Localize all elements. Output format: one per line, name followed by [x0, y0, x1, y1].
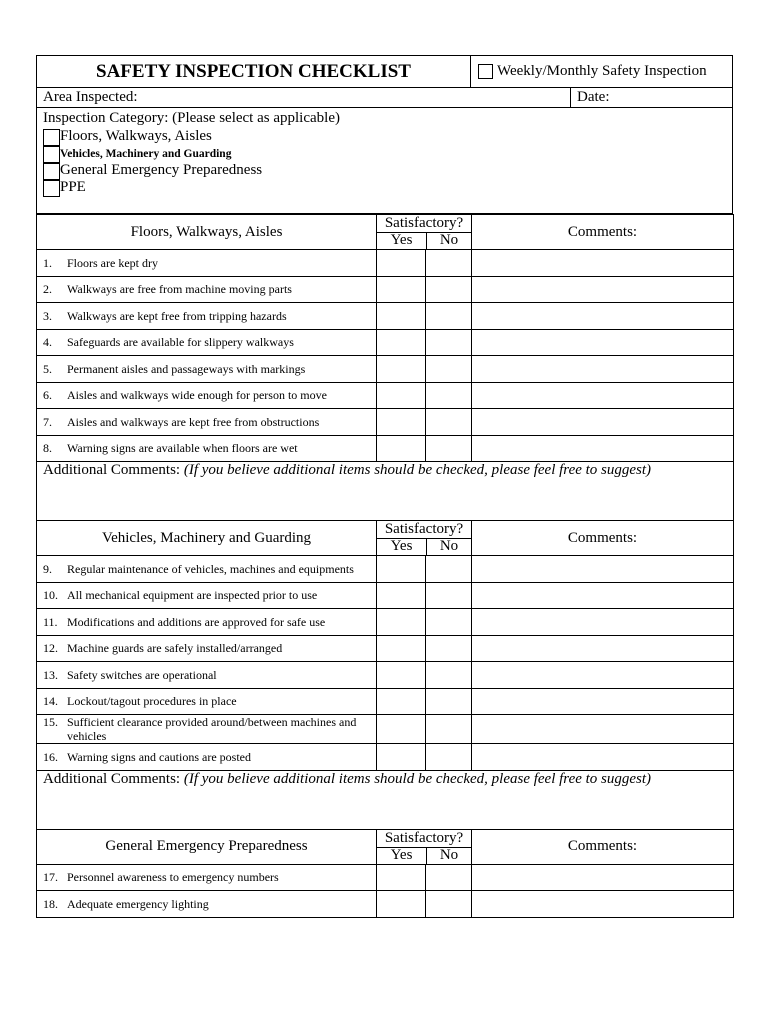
comments-header: Comments:: [472, 829, 734, 864]
item-text: Aisles and walkways wide enough for person to move: [67, 388, 327, 403]
item-number: 16.: [43, 749, 58, 764]
item-number: 1.: [43, 255, 52, 270]
comment-input-cell[interactable]: [472, 276, 734, 303]
inspection-type-label: Weekly/Monthly Safety Inspection: [497, 63, 707, 79]
yes-label: Yes: [377, 233, 427, 249]
area-inspected-field[interactable]: [37, 88, 571, 107]
category-option-floors[interactable]: [43, 128, 732, 145]
table-row: [37, 864, 734, 891]
comment-input-cell[interactable]: [472, 382, 734, 409]
comment-input-cell[interactable]: [472, 688, 734, 715]
additional-comments-hint: (If you believe additional items should be checked, please feel free to suggest): [183, 770, 652, 787]
no-checkbox-cell[interactable]: [426, 409, 472, 436]
no-checkbox-cell[interactable]: [426, 303, 472, 330]
checklist-item: [37, 250, 377, 277]
yes-checkbox-cell[interactable]: [377, 435, 426, 462]
section-title: Floors, Walkways, Aisles: [37, 215, 377, 250]
checklist-item: [37, 715, 377, 744]
table-row: [37, 582, 734, 609]
no-checkbox-cell[interactable]: [426, 891, 472, 918]
yes-checkbox-cell[interactable]: [377, 329, 426, 356]
table-row: [37, 250, 734, 277]
item-text: All mechanical equipment are inspected prior to use: [67, 588, 318, 603]
category-checkbox[interactable]: [43, 129, 60, 146]
item-number: 9.: [43, 561, 52, 576]
checklist-item: [37, 409, 377, 436]
checklist-item: [37, 582, 377, 609]
category-label: Vehicles, Machinery and Guarding: [60, 148, 232, 160]
checklist-table: [36, 214, 734, 918]
item-number: 14.: [43, 694, 58, 709]
item-text: Modifications and additions are approved for safe use: [67, 614, 326, 629]
table-row: [37, 662, 734, 689]
checklist-item: [37, 662, 377, 689]
item-text: Aisles and walkways are kept free from obstructions: [67, 414, 320, 429]
comments-header: Comments:: [472, 215, 734, 250]
item-number: 8.: [43, 441, 52, 456]
yes-checkbox-cell[interactable]: [377, 409, 426, 436]
date-field[interactable]: [571, 88, 732, 107]
comment-input-cell[interactable]: [472, 356, 734, 383]
table-row: [37, 744, 734, 771]
item-text: Warning signs and cautions are posted: [67, 749, 251, 764]
checklist-item: [37, 744, 377, 771]
checklist-item: [37, 329, 377, 356]
inspection-type: [471, 56, 732, 87]
comment-input-cell[interactable]: [472, 582, 734, 609]
additional-comments-row: [37, 770, 734, 829]
yes-checkbox-cell[interactable]: [377, 356, 426, 383]
section-header-row: [37, 215, 734, 250]
comments-header: Comments:: [472, 521, 734, 556]
no-checkbox-cell[interactable]: [426, 329, 472, 356]
yes-checkbox-cell[interactable]: [377, 250, 426, 277]
item-number: 5.: [43, 361, 52, 376]
additional-comments-hint: (If you believe additional items should be checked, please feel free to suggest): [183, 462, 652, 478]
comment-input-cell[interactable]: [472, 635, 734, 662]
checklist-item: [37, 276, 377, 303]
section-title: Vehicles, Machinery and Guarding: [37, 521, 377, 556]
no-checkbox-cell[interactable]: [426, 250, 472, 277]
area-inspected-label: Area Inspected:: [43, 89, 138, 105]
item-text: Machine guards are safely installed/arranged: [67, 641, 283, 656]
checklist-item: [37, 382, 377, 409]
category-label: PPE: [60, 179, 86, 195]
table-row: [37, 329, 734, 356]
item-number: 2.: [43, 282, 52, 297]
yes-label: Yes: [377, 539, 427, 555]
yes-checkbox-cell[interactable]: [377, 891, 426, 918]
category-checkbox[interactable]: [43, 163, 60, 180]
table-row: [37, 303, 734, 330]
header-row: [36, 55, 733, 88]
item-number: 13.: [43, 667, 58, 682]
no-checkbox-cell[interactable]: [426, 688, 472, 715]
no-checkbox-cell[interactable]: [426, 715, 472, 744]
item-text: Regular maintenance of vehicles, machines and equipments: [67, 561, 354, 576]
item-number: 4.: [43, 335, 52, 350]
checklist-item: [37, 356, 377, 383]
comment-input-cell[interactable]: [472, 329, 734, 356]
area-row: [36, 88, 733, 108]
table-row: [37, 609, 734, 636]
yes-checkbox-cell[interactable]: [377, 609, 426, 636]
no-checkbox-cell[interactable]: [426, 435, 472, 462]
category-label: Floors, Walkways, Aisles: [60, 128, 212, 144]
satisfactory-header: [377, 521, 472, 556]
yes-checkbox-cell[interactable]: [377, 688, 426, 715]
item-number: 18.: [43, 896, 58, 911]
no-checkbox-cell[interactable]: [426, 864, 472, 891]
additional-comments-label: Additional Comments:: [43, 770, 181, 787]
item-text: Walkways are kept free from tripping hazards: [67, 308, 287, 323]
table-row: [37, 409, 734, 436]
table-row: [37, 435, 734, 462]
table-row: [37, 635, 734, 662]
checklist-item: [37, 635, 377, 662]
category-checkbox[interactable]: [43, 146, 60, 163]
item-number: 10.: [43, 588, 58, 603]
no-label: No: [439, 232, 459, 248]
additional-comments-row: [37, 462, 734, 521]
table-row: [37, 276, 734, 303]
category-checkbox[interactable]: [43, 180, 60, 197]
table-row: [37, 556, 734, 583]
item-number: 15.: [43, 715, 58, 729]
no-checkbox-cell[interactable]: [426, 582, 472, 609]
additional-comments-label: Additional Comments:: [43, 462, 181, 478]
comment-input-cell[interactable]: [472, 250, 734, 277]
satisfactory-header: [377, 215, 472, 250]
yes-checkbox-cell[interactable]: [377, 662, 426, 689]
additional-comments-field[interactable]: [37, 462, 734, 521]
inspection-type-checkbox[interactable]: [478, 64, 493, 79]
item-number: 11.: [43, 614, 58, 629]
item-number: 3.: [43, 308, 52, 323]
comment-input-cell[interactable]: [472, 744, 734, 771]
yes-checkbox-cell[interactable]: [377, 276, 426, 303]
checklist-item: [37, 864, 377, 891]
checklist-item: [37, 891, 377, 918]
satisfactory-header: [377, 829, 472, 864]
category-option-ppe[interactable]: [43, 179, 732, 196]
item-number: 6.: [43, 388, 52, 403]
table-row: [37, 688, 734, 715]
yes-checkbox-cell[interactable]: [377, 556, 426, 583]
no-checkbox-cell[interactable]: [426, 744, 472, 771]
yes-checkbox-cell[interactable]: [377, 635, 426, 662]
checklist-item: [37, 435, 377, 462]
item-text: Floors are kept dry: [67, 255, 158, 270]
section-title: General Emergency Preparedness: [37, 829, 377, 864]
checklist-page: [36, 55, 733, 918]
no-checkbox-cell[interactable]: [426, 662, 472, 689]
category-title: Inspection Category: (Please select as applicable): [43, 110, 340, 126]
section-header-row: [37, 829, 734, 864]
no-checkbox-cell[interactable]: [426, 635, 472, 662]
no-label: No: [439, 538, 459, 554]
yes-checkbox-cell[interactable]: [377, 303, 426, 330]
satisfactory-label: Satisfactory?: [377, 521, 471, 539]
satisfactory-label: Satisfactory?: [377, 830, 471, 848]
date-label: Date:: [577, 89, 610, 105]
item-number: 17.: [43, 870, 58, 885]
no-label: No: [439, 846, 459, 863]
item-text: Adequate emergency lighting: [67, 896, 209, 911]
inspection-category: [36, 108, 733, 214]
comment-input-cell[interactable]: [472, 435, 734, 462]
checklist-item: [37, 556, 377, 583]
category-option-vehicles[interactable]: [43, 145, 732, 162]
item-text: Safeguards are available for slippery walkways: [67, 335, 294, 350]
category-option-emergency[interactable]: [43, 162, 732, 179]
table-row: [37, 891, 734, 918]
comment-input-cell[interactable]: [472, 303, 734, 330]
comment-input-cell[interactable]: [472, 891, 734, 918]
yes-checkbox-cell[interactable]: [377, 864, 426, 891]
no-checkbox-cell[interactable]: [426, 382, 472, 409]
table-row: [37, 382, 734, 409]
comment-input-cell[interactable]: [472, 409, 734, 436]
item-text: Sufficient clearance provided around/between machines and vehicles: [67, 715, 357, 743]
item-text: Permanent aisles and passageways with markings: [67, 361, 306, 376]
additional-comments-field[interactable]: [37, 770, 734, 829]
item-text: Safety switches are operational: [67, 667, 217, 682]
checklist-item: [37, 688, 377, 715]
yes-checkbox-cell[interactable]: [377, 715, 426, 744]
satisfactory-label: Satisfactory?: [377, 215, 471, 233]
no-checkbox-cell[interactable]: [426, 356, 472, 383]
yes-checkbox-cell[interactable]: [377, 744, 426, 771]
item-text: Walkways are free from machine moving parts: [67, 282, 292, 297]
no-checkbox-cell[interactable]: [426, 556, 472, 583]
no-checkbox-cell[interactable]: [426, 609, 472, 636]
table-row: [37, 356, 734, 383]
category-label: General Emergency Preparedness: [60, 162, 263, 178]
item-number: 7.: [43, 414, 52, 429]
item-text: Personnel awareness to emergency numbers: [67, 870, 279, 885]
comment-input-cell[interactable]: [472, 864, 734, 891]
checklist-item: [37, 609, 377, 636]
item-text: Warning signs are available when floors are wet: [67, 441, 298, 456]
yes-label: Yes: [377, 848, 427, 864]
item-text: Lockout/tagout procedures in place: [67, 694, 237, 709]
comment-input-cell[interactable]: [472, 609, 734, 636]
comment-input-cell[interactable]: [472, 715, 734, 744]
no-checkbox-cell[interactable]: [426, 276, 472, 303]
yes-checkbox-cell[interactable]: [377, 582, 426, 609]
page-title: SAFETY INSPECTION CHECKLIST: [37, 56, 471, 87]
item-number: 12.: [43, 641, 58, 656]
checklist-item: [37, 303, 377, 330]
table-row: [37, 715, 734, 744]
yes-checkbox-cell[interactable]: [377, 382, 426, 409]
comment-input-cell[interactable]: [472, 556, 734, 583]
comment-input-cell[interactable]: [472, 662, 734, 689]
section-header-row: [37, 521, 734, 556]
